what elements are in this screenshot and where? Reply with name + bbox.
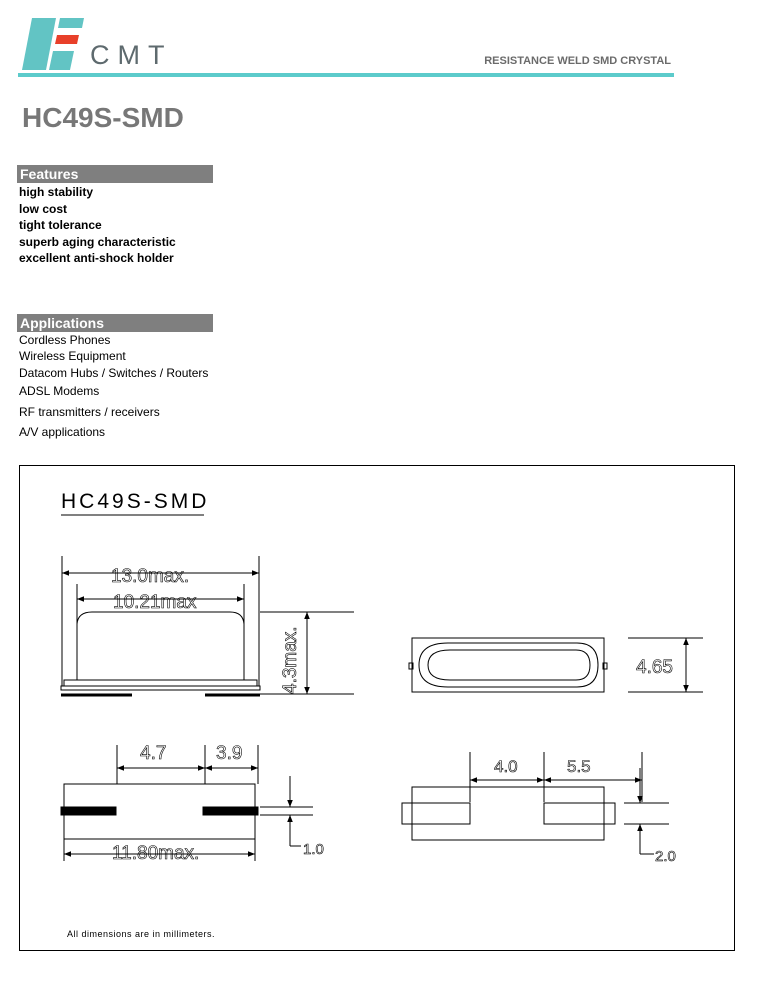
document-type: RESISTANCE WELD SMD CRYSTAL [484,55,671,67]
applications-heading: Applications [17,314,213,332]
dim-body-length: 10.21max [113,592,197,613]
dim-height: 4.3max. [280,626,301,694]
dim-land-length: 4.0 [494,757,518,776]
units-note: All dimensions are in millimeters. [67,929,216,939]
drawing-title: HC49S-SMD [61,490,210,513]
dim-land-gap: 5.5 [567,757,591,776]
feature-item: superb aging characteristic [19,234,176,249]
application-item: Cordless Phones [19,333,111,347]
dim-pad-thickness: 1.0 [303,841,324,858]
dim-overall-length: 13.0max. [111,566,190,587]
page-title: HC49S-SMD [22,102,184,133]
features-heading: Features [17,165,213,183]
feature-item: excellent anti-shock holder [19,251,174,266]
application-item: RF transmitters / receivers [19,405,160,419]
feature-item: low cost [19,201,68,216]
cmt-logo [22,18,84,70]
feature-item: high stability [19,185,94,199]
application-item: A/V applications [19,425,106,439]
application-item: ADSL Modems [19,384,100,398]
dimension-drawing [20,466,736,952]
brand-name: CMT [90,40,173,70]
side-view [61,556,354,695]
dim-base-length: 11.80max. [112,843,200,864]
dimension-drawing-frame [19,465,735,951]
feature-item: tight tolerance [19,218,102,233]
dim-width: 4.65 [636,657,673,678]
application-item: Wireless Equipment [19,349,126,363]
application-item: Datacom Hubs / Switches / Routers [19,366,209,380]
dim-pad-length: 4.7 [140,743,167,764]
land-pattern-view [402,752,669,854]
header-rule [18,73,674,77]
dim-pad-gap: 3.9 [216,743,243,764]
dim-land-width: 2.0 [655,848,676,865]
features-list [19,184,176,267]
